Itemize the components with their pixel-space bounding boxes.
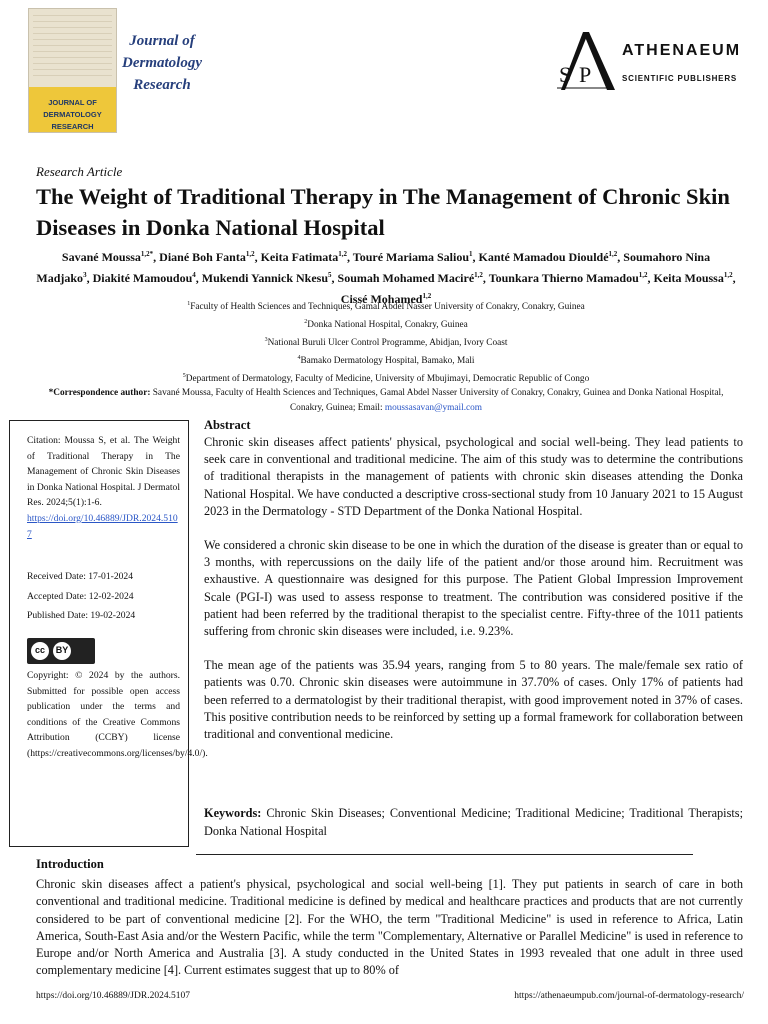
author: Keita Moussa$^{1,2}$ [653, 271, 733, 285]
svg-text:S: S [559, 62, 572, 87]
publisher-name: ATHENAEUM [622, 42, 742, 59]
paper-title: The Weight of Traditional Therapy in The Management of Chronic Skin Diseases in Donka National Hospital [36, 184, 730, 240]
author: Soumahoro Nina Madjako$^3$ [36, 250, 711, 285]
abstract-body [204, 434, 743, 760]
correspondence-email-link[interactable]: moussasavan@ymail.com [384, 403, 483, 414]
author: Mukendi Yannick Nkesu$^5$ [201, 271, 332, 285]
journal-title-line: Research [133, 77, 191, 93]
copyright-text: Copyright: © 2024 by the authors. Submitted for possible open access publication under the terms and conditions of the Creative Commons Attribution (CCBY) license (https://creativecommons.org/licenses/by/4.0/). [27, 669, 208, 759]
author: Touré Mariama Saliou$^1$ [352, 250, 473, 264]
svg-text:P: P [579, 62, 592, 87]
author: Soumah Mohamed Maciré$^{1,2}$ [337, 271, 483, 285]
journal-cover-image [28, 8, 117, 133]
abstract-paragraph: The mean age of the patients was 35.94 years, ranging from 5 to 80 years. The male/female sex ratio of patients was 0.70. Chronic skin diseases were autoimmune in 37.70% of cases. Only 17% of patients had been referred to a dermatologist by their traditional therapist, with good improvement noted in 37% of cases. This positive contribution needs to be reinforced by setting up a formal framework for collaboration between traditional and conventional medicine. [204, 658, 743, 742]
journal-title-line: Dermatology [122, 55, 202, 71]
section-divider [196, 854, 693, 855]
citation-doi-link[interactable]: https://doi.org/10.46889/JDR.2024.5107 [27, 512, 178, 540]
publisher-logo-icon [553, 30, 617, 92]
footer-journal-link[interactable]: https://athenaeumpub.com/journal-of-dermatology-research/ [514, 991, 744, 1001]
introduction-heading: Introduction [36, 857, 104, 871]
journal-title-line: Journal of [129, 33, 195, 49]
affiliation: $^5$Department of Dermatology, Faculty of Medicine, University of Mbujimayi, Democratic Republic of Congo [182, 372, 590, 384]
affiliation: $^1$Faculty of Health Sciences and Techniques, Gamal Abdel Nasser University of Conakry, Conakry, Guinea [187, 301, 585, 313]
affiliations [36, 297, 736, 416]
affiliation: $^2$Donka National Hospital, Conakry, Guinea [304, 318, 468, 330]
author: Kanté Mamadou Diouldé$^{1,2}$ [478, 250, 618, 264]
cc-by-label: BY [53, 642, 71, 660]
keywords-text: Chronic Skin Diseases; Conventional Medicine; Traditional Medicine; Traditional Therapists; Donka National Hospital [204, 806, 743, 838]
received-date: Received Date: 17-01-2024 [27, 571, 134, 583]
abstract-paragraph: We considered a chronic skin disease to be one in which the duration of the disease is greater than or equal to 3 months, with repercussions on the daily life of the patient and/or those around him. Recruitment was exhaustive. A questionnaire was designed for this purpose. The Patient Global Impression Improvement Scale (PGI-I) was used to assess response to treatment. The contribution was considered positive if the patient had been referred by the traditional therapist to the specialist centre. Fifty-three of the 1011 patients suffering from chronic skin diseases were included, i.e. 9.23%. [204, 538, 743, 639]
affiliation: $^4$Bamako Dermatology Hospital, Bamako, Mali [297, 354, 475, 366]
abstract-heading: Abstract [204, 418, 251, 432]
cover-text-line: JOURNAL OF [48, 98, 97, 107]
correspondence [36, 386, 736, 416]
publisher-subtitle: SCIENTIFIC PUBLISHERS [622, 74, 738, 83]
author: Diané Boh Fanta$^{1,2}$ [159, 250, 255, 264]
author: Keita Fatimata$^{1,2}$ [260, 250, 347, 264]
keywords-label: Keywords: [204, 806, 262, 820]
journal-title [112, 30, 212, 96]
correspondence-text: Savané Moussa, Faculty of Health Sciences and Techniques, Gamal Abdel Nasser University of Conakry, Conakry, Guinea and Donka National Hospital, Conakry, Guinea; Email: [152, 388, 724, 414]
cover-text-line: DERMATOLOGY [43, 110, 102, 119]
footer-doi-link[interactable]: https://doi.org/10.46889/JDR.2024.5107 [36, 991, 190, 1001]
introduction-text: Chronic skin diseases affect a patient's physical, psychological and social well-being [1]. They put patients in search of care in both conventional and traditional medicine. Traditional medicine is defined by medical and healthcare practices and products that are not currently considered to be part of conventional medicine [2]. For the WHO, the term "Traditional Medicine" is used in reference to Africa, Latin America, South-East Asia and/or the Western Pacific, while the term "Complementary, Alternative or Parallel Medicine" is used in reference to Europe and/or North America and Australia [3]. A study conducted in the United States in 1993 revealed that one adult in three used complementary medicine [4]. Current estimates suggest that up to 80% of [36, 877, 743, 978]
cover-text-line: RESEARCH [51, 122, 94, 131]
cc-license-icon[interactable]: cc BY [27, 638, 95, 664]
cover-text [29, 97, 116, 133]
abstract-paragraph: Chronic skin diseases affect patients' physical, psychological and social well-being. They lead patients to seek care in conventional and traditional medicine. The aim of this study was to determine the contributions of traditional therapists in the management of patients with chronic skin diseases attending the Donka National Hospital. We have conducted a descriptive cross-sectional study from 10 January 2021 to 15 August 2023 in the Dermatology - STD Department of the Donka National Hospital. [204, 435, 743, 518]
citation-sidebar [9, 420, 208, 847]
published-date: Published Date: 19-02-2024 [27, 610, 136, 622]
author: Savané Moussa$^{1,2*}$ [61, 250, 154, 264]
author-list: Savané Moussa$^{1,2*}$, Diané Boh Fanta$^{1,2}$, Keita Fatimata$^{1,2}$, Touré Mariama Saliou$^1$, Kanté Mamadou Diouldé$^{1,2}$, Soumahoro Nina Madjako$^3$, Diakité Mamoudou$^4$, Mukendi Yannick Nkesu$^5$, Soumah Mohamed Maciré$^{1,2}$, Tounkara Thierno Mamadou$^{1,2}$, Keita Moussa$^{1,2}$, Cissé Mohamed$^{1,2}$ [36, 250, 736, 306]
correspondence-label: *Correspondence author: [48, 388, 151, 399]
keywords [204, 805, 743, 840]
author: Diakité Mamoudou$^4$ [92, 271, 196, 285]
citation-text: Citation: Moussa S, et al. The Weight of Traditional Therapy in The Management of Chronic Skin Diseases in Donka National Hospital. J Dermatol Res. 2024;5(1):1-6. [27, 435, 180, 509]
author: Tounkara Thierno Mamadou$^{1,2}$ [488, 271, 648, 285]
article-type: Research Article [36, 164, 123, 179]
affiliation: $^3$National Buruli Ulcer Control Programme, Abidjan, Ivory Coast [264, 336, 508, 348]
accepted-date: Accepted Date: 12-02-2024 [27, 590, 134, 602]
author: Cissé Mohamed$^{1,2}$ [340, 292, 432, 306]
